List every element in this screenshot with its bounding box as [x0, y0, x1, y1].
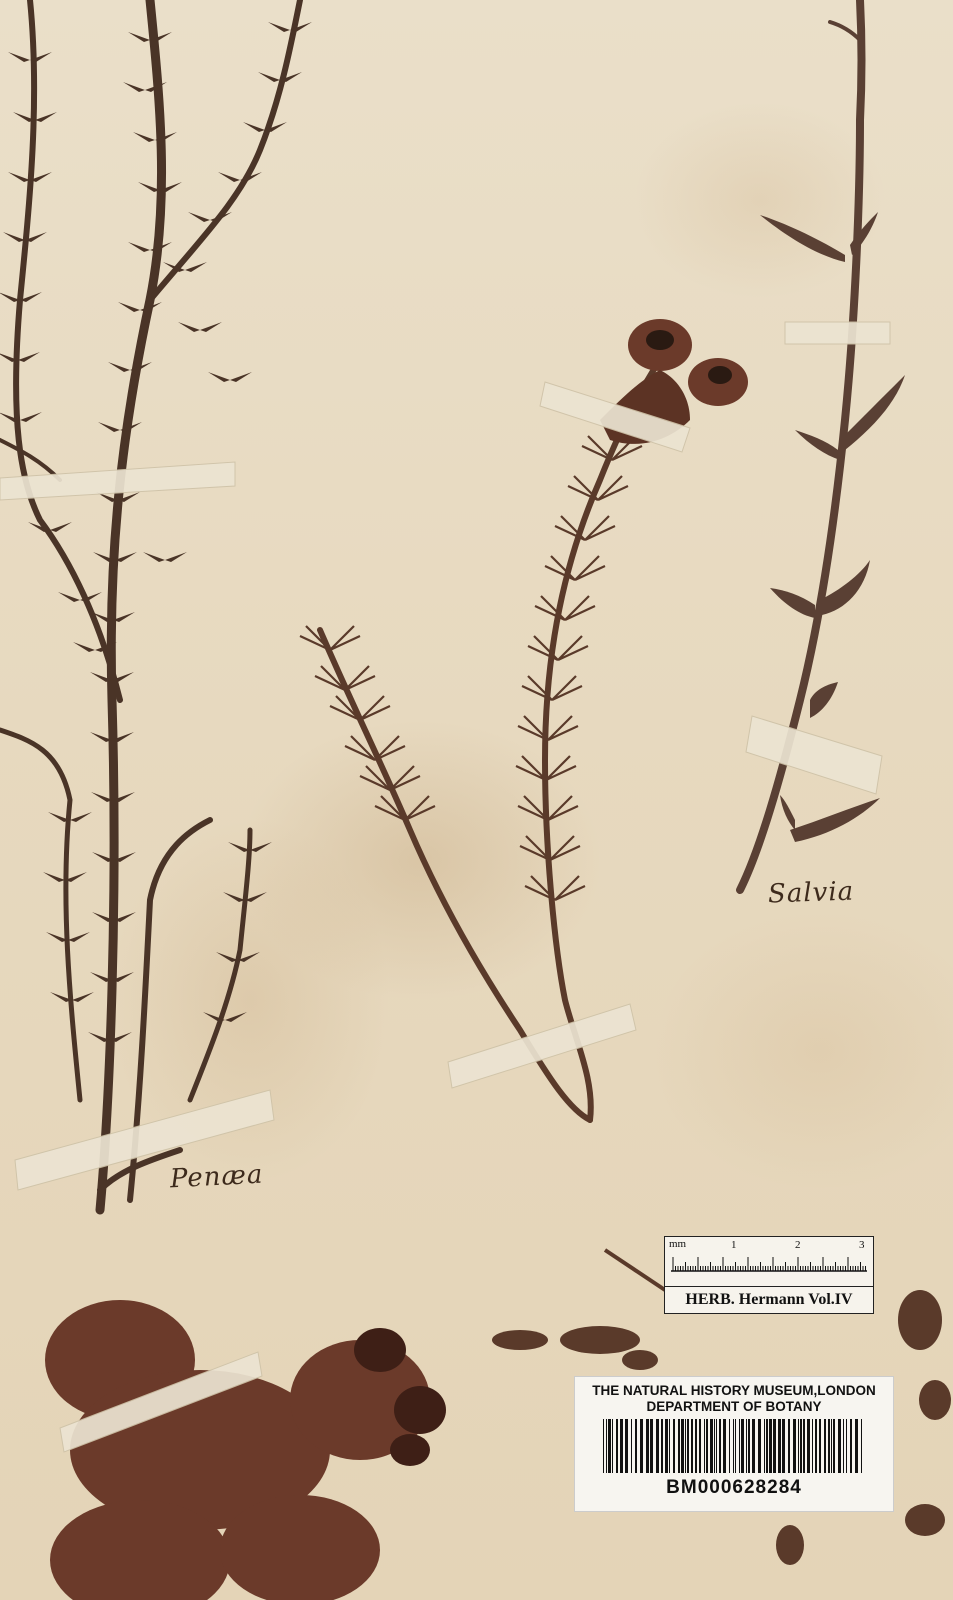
barcode-bar: [606, 1419, 607, 1473]
barcode-bar: [695, 1419, 697, 1473]
barcode-bar: [723, 1419, 726, 1473]
barcode-bar: [815, 1419, 817, 1473]
barcode-bar: [828, 1419, 830, 1473]
barcode-bar: [733, 1419, 734, 1473]
barcode-bar: [746, 1419, 747, 1473]
barcode-bar: [612, 1419, 613, 1473]
penaea-specimen: [0, 0, 300, 1210]
barcode-bar: [824, 1419, 826, 1473]
barcode-bar: [758, 1419, 761, 1473]
barcode-bar: [764, 1419, 765, 1473]
barcode-bar: [800, 1419, 802, 1473]
barcode-bar: [685, 1419, 686, 1473]
barcode-bar: [850, 1419, 852, 1473]
museum-label: [574, 1376, 894, 1512]
barcode-bar: [669, 1419, 670, 1473]
barcode-bar: [678, 1419, 680, 1473]
barcode-bar: [706, 1419, 708, 1473]
barcode-bar: [631, 1419, 632, 1473]
scale-unit: mm: [669, 1238, 687, 1250]
barcode-bar: [608, 1419, 611, 1473]
barcode-bar: [673, 1419, 675, 1473]
barcode-bar: [625, 1419, 628, 1473]
barcode-bar: [812, 1419, 813, 1473]
barcode-bar: [838, 1419, 841, 1473]
barcode-bar: [735, 1419, 736, 1473]
barcode-bar: [646, 1419, 649, 1473]
ruler-ticks: [671, 1251, 867, 1273]
handwritten-label-penaea: Penæa: [169, 1159, 265, 1195]
barcode-bar: [699, 1419, 701, 1473]
barcode-bar: [778, 1419, 781, 1473]
barcode-bar: [819, 1419, 821, 1473]
barcode-bar: [661, 1419, 663, 1473]
barcode-bar: [766, 1419, 768, 1473]
scale-mark-3: 3: [859, 1239, 865, 1251]
barcode-bar: [656, 1419, 659, 1473]
scale-mark-2: 2: [795, 1239, 801, 1251]
barcode-bar: [788, 1419, 790, 1473]
museum-name: THE NATURAL HISTORY MUSEUM,LONDON: [592, 1383, 876, 1398]
barcode-bar: [620, 1419, 623, 1473]
scale-card: [664, 1236, 874, 1314]
barcode-bar: [710, 1419, 713, 1473]
barcode-bar: [833, 1419, 835, 1473]
bottom-specimen-cluster: [45, 1300, 446, 1600]
barcode-bar: [831, 1419, 832, 1473]
barcode-bar: [691, 1419, 693, 1473]
barcode-bar: [752, 1419, 755, 1473]
handwritten-label-salvia: Salvia: [767, 876, 855, 910]
barcode-bar: [603, 1419, 604, 1473]
barcode-number: BM000628284: [666, 1477, 802, 1498]
barcode-bar: [635, 1419, 637, 1473]
barcode-bar: [640, 1419, 643, 1473]
barcode-bar: [739, 1419, 740, 1473]
barcode-bar: [861, 1419, 862, 1473]
scale-mark-1: 1: [731, 1239, 737, 1251]
barcode: [603, 1419, 867, 1473]
barcode-bar: [665, 1419, 668, 1473]
barcode-bar: [704, 1419, 705, 1473]
barcode-bar: [716, 1419, 717, 1473]
barcode-bar: [769, 1419, 772, 1473]
barcode-bar: [741, 1419, 744, 1473]
barcode-bar: [793, 1419, 796, 1473]
barcode-bar: [782, 1419, 785, 1473]
barcode-bar: [773, 1419, 776, 1473]
barcode-bar: [714, 1419, 715, 1473]
barcode-bar: [719, 1419, 721, 1473]
barcode-bar: [855, 1419, 858, 1473]
barcode-bar: [807, 1419, 810, 1473]
barcode-bar: [687, 1419, 689, 1473]
barcode-bar: [798, 1419, 799, 1473]
barcode-bar: [729, 1419, 730, 1473]
barcode-bar: [616, 1419, 618, 1473]
barcode-bar: [681, 1419, 684, 1473]
barcode-bar: [650, 1419, 653, 1473]
middle-specimen: [320, 360, 660, 1120]
barcode-bar: [803, 1419, 805, 1473]
herbarium-volume-caption: HERB. Hermann Vol.IV: [665, 1286, 873, 1309]
barcode-bar: [843, 1419, 844, 1473]
department-name: DEPARTMENT OF BOTANY: [646, 1399, 822, 1414]
barcode-bar: [748, 1419, 750, 1473]
barcode-bar: [846, 1419, 847, 1473]
